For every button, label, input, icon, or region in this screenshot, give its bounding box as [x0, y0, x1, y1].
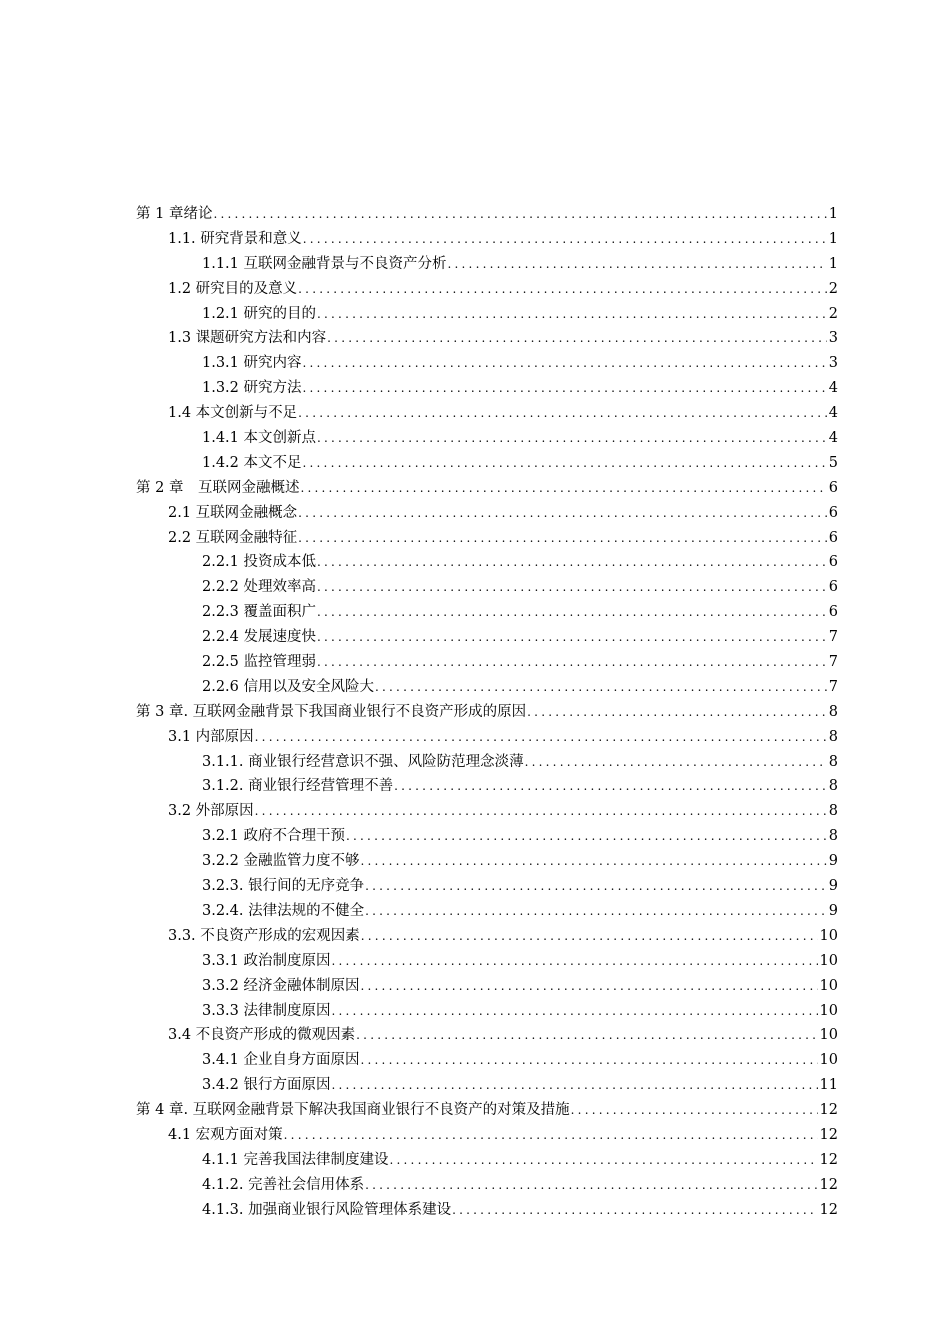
toc-entry-title: 1.2.1 研究的目的	[202, 305, 317, 322]
toc-entry[interactable]	[136, 1023, 838, 1048]
toc-entry-title: 3.1.1. 商业银行经营意识不强、风险防范理念淡薄	[202, 753, 524, 770]
toc-dot-leader	[213, 202, 826, 227]
toc-entry[interactable]	[136, 725, 838, 750]
toc-entry-title: 3.1 内部原因	[168, 728, 254, 745]
toc-entry-page-number: 8	[828, 778, 838, 795]
toc-entry-page-number: 4	[828, 405, 838, 422]
toc-entry-title: 3.2 外部原因	[168, 803, 254, 820]
toc-entry-title: 3.3. 不良资产形成的宏观因素	[168, 927, 360, 944]
toc-dot-leader	[332, 999, 818, 1024]
toc-dot-leader	[303, 451, 827, 476]
toc-dot-leader	[303, 227, 827, 252]
toc-entry-page-number: 8	[828, 803, 838, 820]
toc-dot-leader	[298, 401, 827, 426]
toc-entry-page-number: 6	[828, 504, 838, 521]
toc-entry[interactable]	[136, 625, 838, 650]
toc-entry-title: 3.4 不良资产形成的微观因素	[168, 1027, 356, 1044]
toc-entry[interactable]	[136, 476, 838, 501]
toc-entry-title: 2.2.3 覆盖面积广	[202, 604, 317, 621]
toc-entry[interactable]	[136, 1198, 838, 1223]
toc-entry-title: 1.1. 研究背景和意义	[168, 230, 302, 247]
toc-entry[interactable]	[136, 550, 838, 575]
toc-entry-page-number: 6	[828, 479, 838, 496]
toc-entry-page-number: 10	[819, 977, 838, 994]
toc-entry[interactable]	[136, 1073, 838, 1098]
toc-dot-leader	[390, 1148, 818, 1173]
toc-dot-leader	[255, 799, 827, 824]
toc-dot-leader	[356, 1023, 817, 1048]
toc-entry-title: 1.3.1 研究内容	[202, 355, 302, 372]
toc-entry-page-number: 2	[828, 280, 838, 297]
toc-entry-page-number: 4	[828, 380, 838, 397]
toc-entry-title: 3.3.3 法律制度原因	[202, 1002, 331, 1019]
toc-entry[interactable]	[136, 675, 838, 700]
toc-entry-page-number: 7	[828, 678, 838, 695]
toc-entry-title: 2.2.6 信用以及安全风险大	[202, 678, 375, 695]
toc-entry-title: 3.4.2 银行方面原因	[202, 1077, 331, 1094]
toc-entry-title: 4.1.3. 加强商业银行风险管理体系建设	[202, 1201, 452, 1218]
toc-dot-leader	[317, 625, 827, 650]
toc-entry-page-number: 6	[828, 529, 838, 546]
toc-entry-title: 2.2.2 处理效率高	[202, 579, 317, 596]
toc-entry-title: 2.1 互联网金融概念	[168, 504, 298, 521]
toc-dot-leader	[365, 899, 827, 924]
toc-dot-leader	[255, 725, 827, 750]
toc-entry-title: 4.1 宏观方面对策	[168, 1126, 283, 1143]
toc-dot-leader	[317, 550, 827, 575]
toc-entry-page-number: 10	[819, 1002, 838, 1019]
toc-entry[interactable]	[136, 924, 838, 949]
toc-entry[interactable]	[136, 227, 838, 252]
toc-entry-title: 3.3.1 政治制度原因	[202, 952, 331, 969]
toc-dot-leader	[361, 849, 827, 874]
toc-entry-title: 1.4.2 本文不足	[202, 454, 302, 471]
toc-entry[interactable]	[136, 302, 838, 327]
toc-entry[interactable]	[136, 526, 838, 551]
toc-dot-leader	[346, 824, 827, 849]
toc-entry-title: 3.4.1 企业自身方面原因	[202, 1052, 360, 1069]
toc-dot-leader	[365, 1173, 817, 1198]
toc-dot-leader	[317, 575, 827, 600]
toc-entry[interactable]	[136, 700, 838, 725]
toc-entry-title: 3.2.2 金融监管力度不够	[202, 853, 360, 870]
toc-dot-leader	[317, 426, 827, 451]
toc-dot-leader	[298, 526, 827, 551]
toc-entry-title: 2.2 互联网金融特征	[168, 529, 298, 546]
toc-entry-page-number: 1	[828, 255, 838, 272]
toc-entry[interactable]	[136, 326, 838, 351]
toc-entry[interactable]	[136, 1148, 838, 1173]
toc-dot-leader	[332, 949, 818, 974]
toc-entry[interactable]	[136, 750, 838, 775]
toc-entry[interactable]	[136, 451, 838, 476]
table-of-contents	[136, 202, 838, 1223]
toc-entry-page-number: 1	[828, 206, 838, 222]
toc-entry-title: 3.2.1 政府不合理干预	[202, 828, 346, 845]
toc-entry-title: 1.2 研究目的及意义	[168, 280, 298, 297]
toc-entry-page-number: 9	[828, 902, 838, 919]
toc-entry[interactable]	[136, 874, 838, 899]
toc-entry-title: 4.1.2. 完善社会信用体系	[202, 1176, 365, 1193]
toc-entry-title: 1.1.1 互联网金融背景与不良资产分析	[202, 255, 447, 272]
toc-entry-title: 3.2.3. 银行间的无序竞争	[202, 878, 365, 895]
toc-entry-page-number: 8	[828, 703, 838, 720]
toc-entry-page-number: 8	[828, 753, 838, 770]
toc-entry-page-number: 12	[819, 1102, 838, 1119]
toc-entry[interactable]	[136, 1123, 838, 1148]
toc-dot-leader	[317, 600, 827, 625]
toc-entry-page-number: 5	[828, 454, 838, 471]
toc-entry-page-number: 10	[819, 927, 838, 944]
toc-entry-page-number: 3	[828, 355, 838, 372]
toc-entry-title: 1.3 课题研究方法和内容	[168, 330, 327, 347]
toc-entry-title: 2.2.1 投资成本低	[202, 554, 317, 571]
toc-entry[interactable]	[136, 202, 838, 227]
toc-entry[interactable]	[136, 1098, 838, 1123]
toc-entry-page-number: 8	[828, 728, 838, 745]
toc-dot-leader	[303, 351, 827, 376]
toc-entry[interactable]	[136, 824, 838, 849]
toc-entry[interactable]	[136, 277, 838, 302]
toc-entry-title: 4.1.1 完善我国法律制度建设	[202, 1151, 389, 1168]
toc-entry-page-number: 10	[819, 1052, 838, 1069]
toc-dot-leader	[298, 277, 827, 302]
toc-entry-page-number: 10	[819, 952, 838, 969]
toc-dot-leader	[298, 501, 827, 526]
toc-dot-leader	[375, 675, 827, 700]
toc-entry-page-number: 10	[819, 1027, 838, 1044]
toc-entry-title: 3.3.2 经济金融体制原因	[202, 977, 360, 994]
toc-entry-page-number: 12	[819, 1151, 838, 1168]
toc-entry-page-number: 11	[819, 1077, 838, 1094]
toc-entry-page-number: 1	[828, 230, 838, 247]
toc-entry-page-number: 9	[828, 878, 838, 895]
toc-dot-leader	[452, 1198, 817, 1223]
toc-entry-page-number: 7	[828, 654, 838, 671]
toc-entry-title: 第 4 章. 互联网金融背景下解决我国商业银行不良资产的对策及措施	[136, 1102, 570, 1119]
toc-entry[interactable]	[136, 376, 838, 401]
toc-entry[interactable]	[136, 252, 838, 277]
toc-entry-page-number: 6	[828, 604, 838, 621]
toc-entry-title: 2.2.4 发展速度快	[202, 629, 317, 646]
toc-entry-page-number: 2	[828, 305, 838, 322]
toc-entry-page-number: 4	[828, 430, 838, 447]
toc-dot-leader	[525, 750, 827, 775]
toc-entry[interactable]	[136, 575, 838, 600]
toc-entry[interactable]	[136, 650, 838, 675]
toc-dot-leader	[300, 476, 826, 501]
toc-dot-leader	[361, 1048, 818, 1073]
toc-entry-page-number: 6	[828, 554, 838, 571]
toc-entry-title: 第 1 章绪论	[136, 206, 213, 222]
toc-entry-page-number: 12	[819, 1126, 838, 1143]
toc-entry[interactable]	[136, 600, 838, 625]
toc-entry[interactable]	[136, 849, 838, 874]
toc-entry[interactable]	[136, 401, 838, 426]
toc-dot-leader	[361, 924, 818, 949]
toc-entry-page-number: 12	[819, 1201, 838, 1218]
toc-entry[interactable]	[136, 949, 838, 974]
toc-dot-leader	[394, 774, 827, 799]
toc-entry-page-number: 6	[828, 579, 838, 596]
toc-entry-title: 第 2 章 互联网金融概述	[136, 479, 300, 496]
toc-entry[interactable]	[136, 974, 838, 999]
toc-entry-page-number: 3	[828, 330, 838, 347]
toc-entry-title: 1.3.2 研究方法	[202, 380, 302, 397]
toc-entry[interactable]	[136, 426, 838, 451]
toc-entry-page-number: 7	[828, 629, 838, 646]
toc-entry-page-number: 9	[828, 853, 838, 870]
toc-entry[interactable]	[136, 351, 838, 376]
toc-entry[interactable]	[136, 799, 838, 824]
toc-dot-leader	[303, 376, 827, 401]
toc-dot-leader	[284, 1123, 818, 1148]
toc-entry-title: 1.4.1 本文创新点	[202, 430, 317, 447]
toc-entry-page-number: 12	[819, 1176, 838, 1193]
toc-entry-title: 3.2.4. 法律法规的不健全	[202, 902, 365, 919]
toc-dot-leader	[332, 1073, 818, 1098]
toc-dot-leader	[365, 874, 827, 899]
toc-entry-title: 1.4 本文创新与不足	[168, 405, 298, 422]
toc-entry[interactable]	[136, 1048, 838, 1073]
toc-entry-title: 2.2.5 监控管理弱	[202, 654, 317, 671]
toc-entry-title: 3.1.2. 商业银行经营管理不善	[202, 778, 394, 795]
toc-entry[interactable]	[136, 999, 838, 1024]
toc-dot-leader	[327, 326, 827, 351]
toc-entry[interactable]	[136, 501, 838, 526]
toc-dot-leader	[571, 1098, 818, 1123]
toc-entry-title: 第 3 章. 互联网金融背景下我国商业银行不良资产形成的原因	[136, 703, 527, 720]
toc-dot-leader	[361, 974, 818, 999]
toc-dot-leader	[317, 302, 827, 327]
toc-entry-page-number: 8	[828, 828, 838, 845]
toc-dot-leader	[448, 252, 827, 277]
toc-dot-leader	[317, 650, 827, 675]
toc-entry[interactable]	[136, 899, 838, 924]
toc-dot-leader	[527, 700, 827, 725]
toc-entry[interactable]	[136, 1173, 838, 1198]
toc-entry[interactable]	[136, 774, 838, 799]
